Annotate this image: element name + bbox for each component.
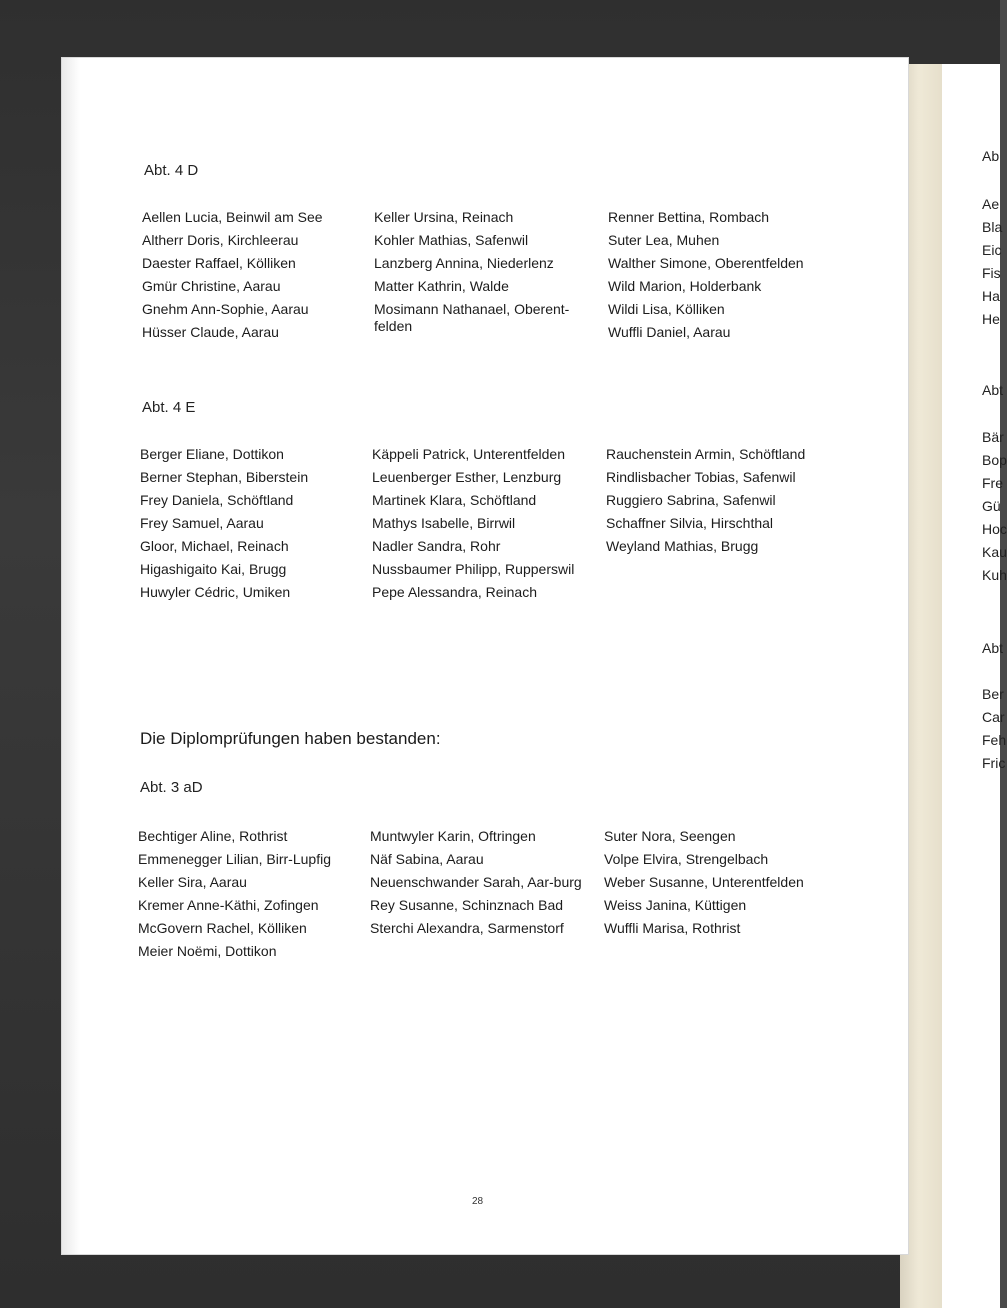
list-item: Emmenegger Lilian, Birr-Lupfig [138,851,331,867]
facing-fragment: Feh [982,732,1007,748]
facing-fragment: Fis [982,265,1001,281]
list-item: Martinek Klara, Schöftland [372,492,537,508]
list-item: Schaffner Silvia, Hirschthal [606,515,774,531]
section-title-abt-4d: Abt. 4 D [144,162,199,179]
section-title-abt-3ad: Abt. 3 aD [140,779,203,796]
list-item: Nadler Sandra, Rohr [372,538,501,554]
facing-fragment: Bop [982,452,1007,468]
list-item: Käppeli Patrick, Unterentfelden [372,446,565,462]
facing-fragment: Bla [982,219,1003,235]
section-4e-column-2 [372,446,602,607]
section-3ad-column-3 [604,828,844,943]
list-item: Wuffli Daniel, Aarau [608,324,731,340]
section-3ad-column-1 [138,828,370,966]
facing-fragment: Hoc [982,521,1007,537]
list-item: Volpe Elvira, Strengelbach [604,851,769,867]
facing-fragment: Eic [982,242,1002,258]
list-item: Frey Daniela, Schöftland [140,492,294,508]
list-item: Hüsser Claude, Aarau [142,324,279,340]
list-item: Neuenschwander Sarah, Aar-burg [370,874,582,890]
facing-fragment: Ab [982,148,1000,164]
list-item: Gmür Christine, Aarau [142,278,281,294]
facing-fragment: Ae [982,196,1000,212]
list-item: Suter Nora, Seengen [604,828,736,844]
list-item: Suter Lea, Muhen [608,232,720,248]
list-item: Sterchi Alexandra, Sarmenstorf [370,920,564,936]
list-item: Frey Samuel, Aarau [140,515,264,531]
list-item: Rauchenstein Armin, Schöftland [606,446,806,462]
diploma-heading: Die Diplomprüfungen haben bestanden: [140,729,441,748]
list-item: Weber Susanne, Unterentfelden [604,874,804,890]
list-item: Muntwyler Karin, Oftringen [370,828,536,844]
facing-fragment: Abt [982,382,1004,398]
list-item: Huwyler Cédric, Umiken [140,584,291,600]
list-item: Matter Kathrin, Walde [374,278,509,294]
list-item: Wild Marion, Holderbank [608,278,762,294]
facing-fragment: Gü [982,498,1001,514]
facing-fragment: Bär [982,429,1004,445]
list-item: Wuffli Marisa, Rothrist [604,920,741,936]
list-item: Aellen Lucia, Beinwil am See [142,209,323,225]
facing-fragment: Kuh [982,567,1007,583]
list-item: Weyland Mathias, Brugg [606,538,759,554]
list-item: Näf Sabina, Aarau [370,851,484,867]
list-item: Keller Sira, Aarau [138,874,247,890]
facing-fragment: Ha [982,288,1000,304]
list-item: Walther Simone, Oberentfelden [608,255,804,271]
list-item: Lanzberg Annina, Niederlenz [374,255,554,271]
list-item: Kohler Mathias, Safenwil [374,232,529,248]
list-item: Gnehm Ann-Sophie, Aarau [142,301,309,317]
list-item: Meier Noëmi, Dottikon [138,943,277,959]
list-item: Ruggiero Sabrina, Safenwil [606,492,776,508]
list-item: Rey Susanne, Schinznach Bad [370,897,564,913]
facing-fragment: Ber [982,686,1004,702]
section-4d-column-2 [374,209,600,341]
list-item: Kremer Anne-Käthi, Zofingen [138,897,319,913]
list-item: Higashigaito Kai, Brugg [140,561,287,577]
facing-page [942,64,1007,1308]
section-4e-column-3 [606,446,846,561]
section-4e-column-1 [140,446,372,607]
facing-fragment: Car [982,709,1005,725]
section-3ad-column-2 [370,828,598,943]
list-item: Mosimann Nathanael, Oberent-felden [374,301,570,334]
list-item: Keller Ursina, Reinach [374,209,514,225]
facing-fragment: Abt [982,640,1004,656]
list-item: Berner Stephan, Biberstein [140,469,309,485]
list-item: Nussbaumer Philipp, Rupperswil [372,561,575,577]
facing-fragment: Fric [982,755,1006,771]
list-item: Daester Raffael, Kölliken [142,255,296,271]
section-4d-column-3 [608,209,848,347]
facing-fragment: Fre [982,475,1003,491]
list-item: Wildi Lisa, Kölliken [608,301,725,317]
section-4d-column-1 [142,209,374,347]
page-edge-shadow [62,58,80,1254]
list-item: Weiss Janina, Küttigen [604,897,747,913]
list-item: Berger Eliane, Dottikon [140,446,284,462]
facing-fragment: Kau [982,544,1007,560]
list-item: Renner Bettina, Rombach [608,209,770,225]
list-item: Mathys Isabelle, Birrwil [372,515,516,531]
list-item: McGovern Rachel, Kölliken [138,920,307,936]
list-item: Rindlisbacher Tobias, Safenwil [606,469,796,485]
list-item: Pepe Alessandra, Reinach [372,584,537,600]
list-item: Leuenberger Esther, Lenzburg [372,469,562,485]
list-item: Gloor, Michael, Reinach [140,538,289,554]
section-title-abt-4e: Abt. 4 E [142,399,196,416]
page-number: 28 [472,1196,484,1207]
list-item: Bechtiger Aline, Rothrist [138,828,288,844]
facing-fragment: He [982,311,1000,327]
list-item: Altherr Doris, Kirchleerau [142,232,299,248]
